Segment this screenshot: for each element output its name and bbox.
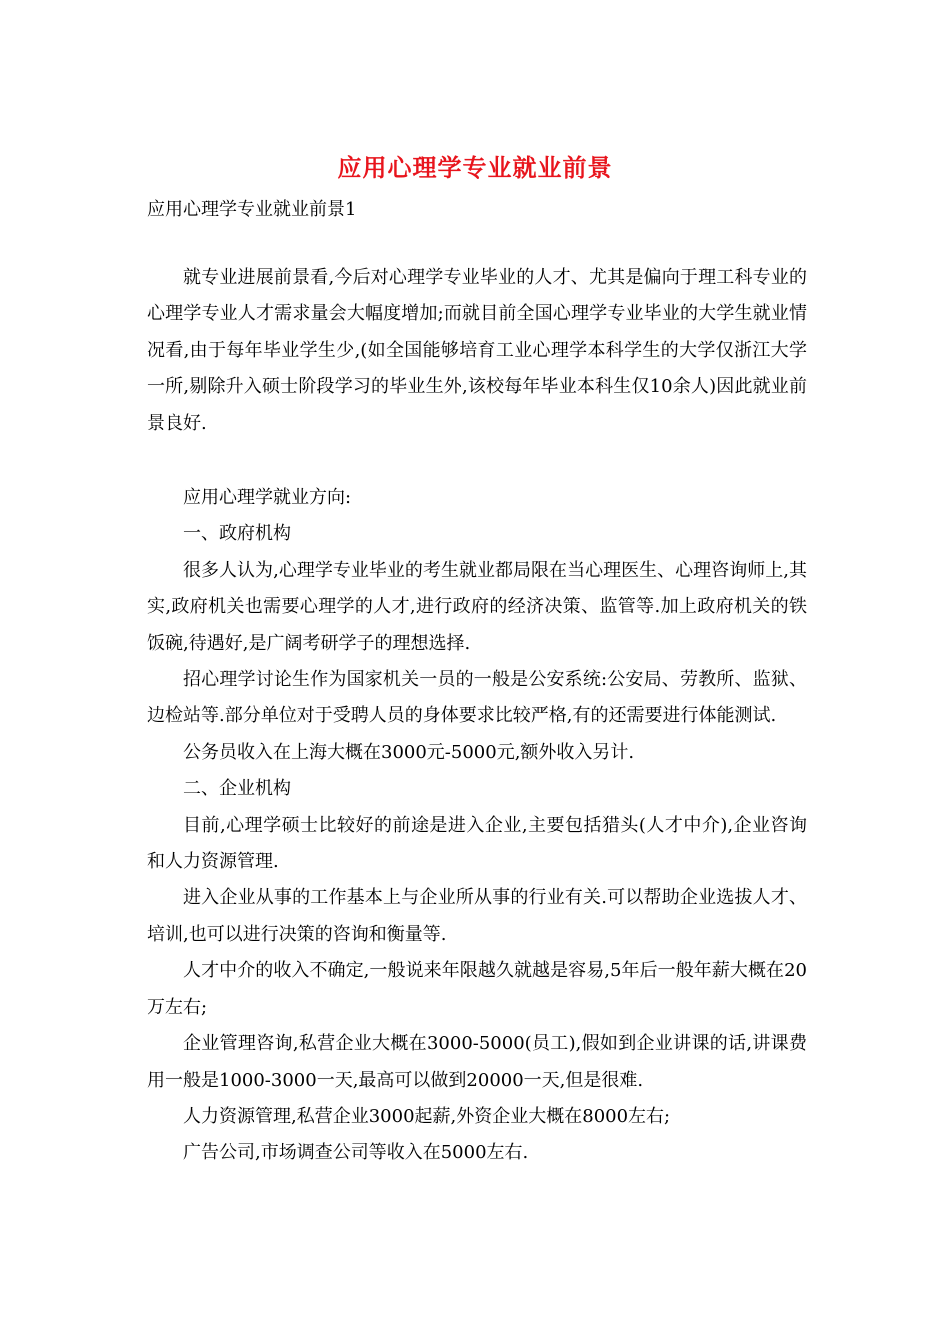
paragraph: 人才中介的收入不确定,一般说来年限越久就越是容易,5年后一般年薪大概在20万左右; — [147, 960, 807, 1018]
paragraph: 人力资源管理,私营企业3000起薪,外资企业大概在8000左右; — [183, 1105, 671, 1127]
subsection-heading-government: 一、政府机构 — [183, 523, 291, 545]
paragraph: 进入企业从事的工作基本上与企业所从事的行业有关.可以帮助企业选拔人才、培训,也可以进行决策的咨询和衡量等. — [147, 887, 807, 945]
subsection-heading-enterprise: 二、企业机构 — [183, 778, 291, 800]
document-title: 应用心理学专业就业前景 — [337, 153, 613, 182]
paragraph: 目前,心理学硕士比较好的前途是进入企业,主要包括猎头(人才中介),企业咨询和人力资源管理. — [147, 814, 807, 873]
intro-paragraph: 就专业进展前景看,今后对心理学专业毕业的人才、尤其是偏向于理工科专业的心理学专业人才需求量会大幅度增加;而就目前全国心理学专业毕业的大学生就业情况看,由于每年毕业学生少,(如全国能够培育工业心理学本科学生的大学仅浙江大学一所,剔除升入硕士阶段学习的毕业生外,该校每年毕业本科生仅10余人)因此就业前景良好. — [147, 267, 807, 434]
intro-section — [147, 260, 807, 442]
paragraph: 广告公司,市场调查公司等收入在5000左右. — [183, 1142, 529, 1164]
paragraph: 公务员收入在上海大概在3000元-5000元,额外收入另计. — [183, 741, 635, 763]
document-subtitle: 应用心理学专业就业前景1 — [147, 199, 357, 220]
paragraph: 很多人认为,心理学专业毕业的考生就业都局限在当心理医生、心理咨询师上,其实,政府机关也需要心理学的人才,进行政府的经济决策、监管等.加上政府机关的铁饭碗,待遇好,是广阔考研学子的理想选择. — [147, 559, 807, 654]
career-directions-section — [147, 480, 807, 1172]
paragraph: 企业管理咨询,私营企业大概在3000-5000(员工),假如到企业讲课的话,讲课费用一般是1000-3000一天,最高可以做到20000一天,但是很难. — [147, 1033, 807, 1091]
section-heading: 应用心理学就业方向: — [183, 487, 352, 508]
paragraph: 招心理学讨论生作为国家机关一员的一般是公安系统:公安局、劳教所、监狱、边检站等.部分单位对于受聘人员的身体要求比较严格,有的还需要进行体能测试. — [147, 669, 807, 727]
